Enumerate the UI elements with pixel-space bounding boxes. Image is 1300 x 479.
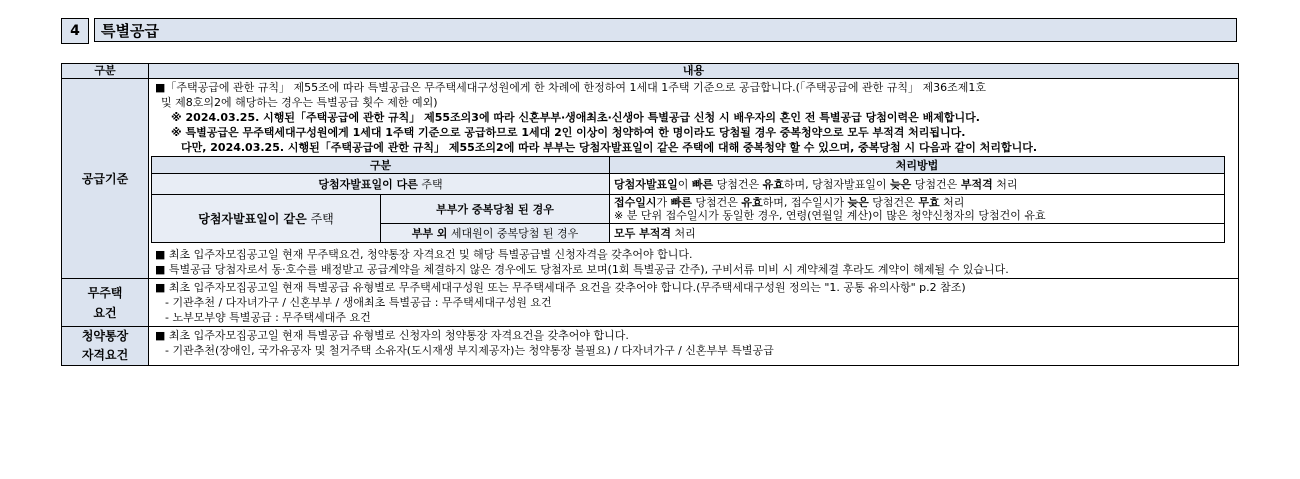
inner-row2a-note: ※ 분 단위 접수일시가 동일한 경우, 연령(연월일 계산)이 많은 청약신청자의 당첨건이 유효 [614,209,1046,222]
no-house-line3: - 노부모부양 특별공급 : 무주택세대주 요건 [165,311,371,324]
rich-text-segment: 접수일시 [614,196,657,209]
supply-line1: ■「주택공급에 관한 규칙」 제55조에 따라 특별공급은 무주택세대구성원에게 한 차례에 한정하여 1세대 1주택 기준으로 공급합니다.(「주택공급에 관한 규칙」 제36조제1호 [155,81,987,94]
inner-row2b-method: 모두 부적격 처리 [610,224,1225,243]
inner-row2a-label: 부부가 중복당첨 된 경우 [381,195,610,224]
label-no-house: 무주택 요건 [62,279,149,327]
label-account: 청약통장 자격요건 [62,327,149,366]
no-house-line2: - 기관추천 / 다자녀가구 / 신혼부부 / 생애최초 특별공급 : 무주택세대구성원 요건 [165,296,552,309]
supply-note1: ※ 2024.03.25. 시행된「주택공급에 관한 규칙」 제55조의3에 따라 신혼부부·생애최초·신생아 특별공급 신청 시 배우자의 혼인 전 특별공급 당첨이력은 배제합니다. [171,111,980,124]
row-no-house [62,279,1239,327]
table-header-row [62,64,1239,79]
rich-text-segment: 하며, 당첨자발표일이 [783,178,891,191]
supply-note3: 다만, 2024.03.25. 시행된「주택공급에 관한 규칙」 제55조의2에 따라 부부는 당첨자발표일이 같은 주택에 대해 중복청약 할 수 있으며, 중복당첨 시 다음과 같이 처리합니다. [181,141,1038,154]
rich-text-segment: 당첨건은 [868,196,919,209]
rich-text-segment: 가 [656,196,671,209]
duplicate-win-table [151,156,1225,243]
rich-text-segment: 부적격 [960,178,993,191]
rich-text-segment: 빠른 [691,178,714,191]
section-number: 4 [61,18,89,44]
inner-head-category: 구분 [152,157,610,174]
row-account [62,327,1239,366]
rich-text-segment: 무효 [918,196,940,209]
account-content [149,327,1239,366]
label-supply-criteria: 공급기준 [62,79,149,279]
inner-head-method: 처리방법 [610,157,1225,174]
supply-criteria-content [149,79,1239,279]
rich-text-segment: 하며, 접수일시가 [762,196,848,209]
rich-text-segment: 당첨건은 [691,196,742,209]
no-house-line1: ■ 최초 입주자모집공고일 현재 특별공급 유형별로 무주택세대구성원 또는 무주택세대주 요건을 갖추어야 합니다.(무주택세대구성원 정의는 "1. 공통 유의사항" p.2 참조) [155,281,966,294]
supply-after-line1: ■ 최초 입주자모집공고일 현재 무주택요건, 청약통장 자격요건 및 해당 특별공급별 신청자격을 갖추어야 합니다. [155,248,693,261]
supply-note2: ※ 특별공급은 무주택세대구성원에게 1세대 1주택 기준으로 공급하므로 1세대 2인 이상이 청약하여 한 명이라도 당첨될 경우 중복청약으로 모두 부적격 처리됩니다. [171,126,966,139]
no-house-content [149,279,1239,327]
supply-after-line2: ■ 특별공급 당첨자로서 동·호수를 배정받고 공급계약을 체결하지 않은 경우에도 당첨자로 보며(1회 특별공급 간주), 구비서류 미비 시 계약체결 후라도 계약이 해제될 수 있습니다. [155,263,1009,276]
rich-text-segment: 이 [677,178,692,191]
inner-row1-method [610,174,1225,195]
rich-text-segment: 처리 [992,178,1018,191]
rich-text-segment: 처리 [939,196,965,209]
rich-text-segment: 늦은 [847,196,869,209]
rich-text-segment: 늦은 [890,178,912,191]
rich-text-segment: 유효 [762,178,784,191]
header-category: 구분 [62,64,149,79]
rich-text-segment: 빠른 [670,196,692,209]
inner-row2b-label: 부부 외 세대원이 중복당첨 된 경우 [381,224,610,243]
account-line2: - 기관추천(장애인, 국가유공자 및 철거주택 소유자(도시재생 부지제공자)는 청약통장 불필요) / 다자녀가구 / 신혼부부 특별공급 [165,344,774,357]
section-title: 특별공급 [94,18,1237,42]
supply-line2: 및 제8호의2에 해당하는 경우는 특별공급 횟수 제한 예외) [161,96,438,109]
rich-text-segment: 당첨건은 [713,178,763,191]
account-line1: ■ 최초 입주자모집공고일 현재 특별공급 유형별로 신청자의 청약통장 자격요건을 갖추어야 합니다. [155,329,629,342]
inner-row1-label: 당첨자발표일이 다른 주택 [152,174,610,195]
section-header [61,18,1239,44]
special-supply-table [61,63,1239,366]
rich-text-segment: 당첨건은 [911,178,961,191]
rich-text-segment: 당첨자발표일 [614,178,678,191]
inner-row2a-method [610,195,1225,224]
rich-text-segment: 유효 [741,196,763,209]
header-content: 내용 [149,64,1239,79]
inner-row2-label: 당첨자발표일이 같은 주택 [152,195,381,243]
row-supply-criteria [62,79,1239,279]
